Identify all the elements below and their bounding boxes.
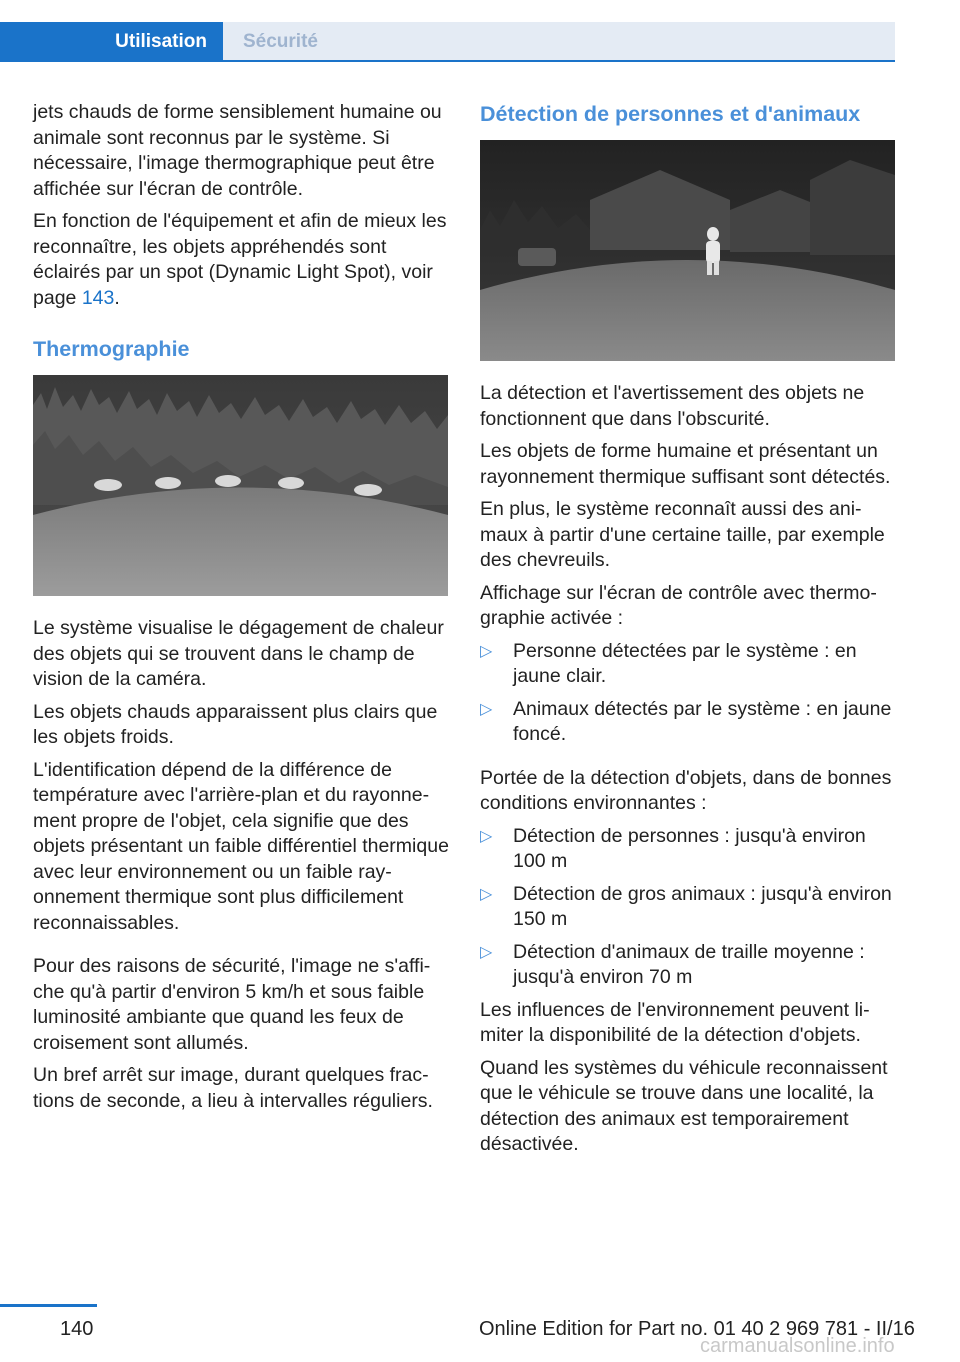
list-item-text: Détection d'animaux de traille moyenne : jusqu'à environ 70 m: [513, 940, 865, 988]
triangle-right-icon: ▷: [480, 700, 493, 718]
list-item: [480, 639, 896, 690]
list-item: [480, 697, 896, 748]
paragraph: Les objets chauds apparaissent plus clairs que les objets froids.: [33, 700, 438, 748]
triangle-right-icon: ▷: [480, 943, 493, 961]
page-link[interactable]: 143: [81, 286, 115, 309]
paragraph-text: En fonction de l'équipement et afin de mieux les reconnaître, les objets appréhendés sont éclairés par un spot (Dynamic Light Spot), voir page: [33, 210, 447, 309]
list-item-text: Détection de gros animaux : jusqu'à environ 150 m: [513, 882, 892, 930]
paragraph: Quand les systèmes du véhicule reconnaissent que le véhicule se trouve dans une localité, la détection des animaux est temporairement désactivée.: [480, 1056, 888, 1155]
left-column: [33, 100, 449, 1121]
paragraph: Les objets de forme humaine et présentant un rayonnement thermique suffisant sont détectés.: [480, 440, 891, 488]
section-heading-detection: Détection de personnes et d'animaux: [480, 102, 861, 126]
list-item-text: Détection de personnes : jusqu'à environ 100 m: [513, 824, 866, 872]
list-item-text: Personne détectées par le système : en jaune clair.: [513, 639, 857, 687]
paragraph: jets chauds de forme sensiblement humaine ou animale sont reconnus par le système. Si nécessaire, l'image thermographique peut être affichée sur l'écran de contrôle.: [33, 101, 442, 200]
paragraph: Le système visualise le dégagement de chaleur des objets qui se trouvent dans le champ de vision de la caméra.: [33, 617, 444, 690]
header: [0, 0, 960, 64]
list-item-text: Animaux détectés par le système : en jaune foncé.: [513, 697, 892, 745]
paragraph: La détection et l'avertissement des objets ne fonctionnent que dans l'obscurité.: [480, 382, 865, 430]
watermark: carmanualsonline.info: [700, 1335, 895, 1357]
range-list: [480, 824, 896, 991]
display-list: [480, 639, 896, 748]
paragraph: L'identification dépend de la différence de température avec l'arrière-plan et du rayonnement propre de l'objet, cela signifie que des objets présentant un faible différentiel thermique avec leur environnement ou un faible rayonnement thermique sont plus difficilement reconnaissables.: [33, 758, 449, 934]
paragraph: En plus, le système reconnaît aussi des animaux à partir d'une certaine taille, par exemple des chevreuils.: [480, 498, 885, 571]
edition-text: Online Edition for Part no. 01 40 2 969 781 - II/16: [479, 1318, 915, 1340]
tab-securite[interactable]: Sécurité: [223, 22, 895, 62]
triangle-right-icon: ▷: [480, 885, 493, 903]
triangle-right-icon: ▷: [480, 642, 493, 660]
list-item: [480, 882, 896, 933]
paragraph: Les influences de l'environnement peuvent limiter la disponibilité de la détection d'objets.: [480, 998, 870, 1046]
thermography-pedestrian-image: [480, 140, 895, 361]
paragraph: Portée de la détection d'objets, dans de bonnes conditions environnantes :: [480, 766, 892, 814]
header-divider: [0, 60, 895, 62]
footer-divider: [0, 1304, 97, 1307]
paragraph-text: .: [114, 286, 120, 309]
paragraph: Un bref arrêt sur image, durant quelques fractions de seconde, a lieu à intervalles réguliers.: [33, 1064, 433, 1112]
tab-utilisation[interactable]: Utilisation: [0, 22, 223, 62]
page-number: 140: [60, 1318, 94, 1340]
section-heading-thermographie: Thermographie: [33, 337, 190, 361]
triangle-right-icon: ▷: [480, 827, 493, 845]
list-item: [480, 824, 896, 875]
list-item: [480, 940, 896, 991]
right-column: [480, 100, 896, 1165]
thermography-animals-image: [33, 375, 448, 596]
paragraph: Affichage sur l'écran de contrôle avec thermographie activée :: [480, 581, 877, 629]
paragraph: Pour des raisons de sécurité, l'image ne s'affiche qu'à partir d'environ 5 km/h et sous faible luminosité ambiante que quand les feux de croisement sont allumés.: [33, 955, 431, 1054]
paragraph: [33, 209, 449, 311]
